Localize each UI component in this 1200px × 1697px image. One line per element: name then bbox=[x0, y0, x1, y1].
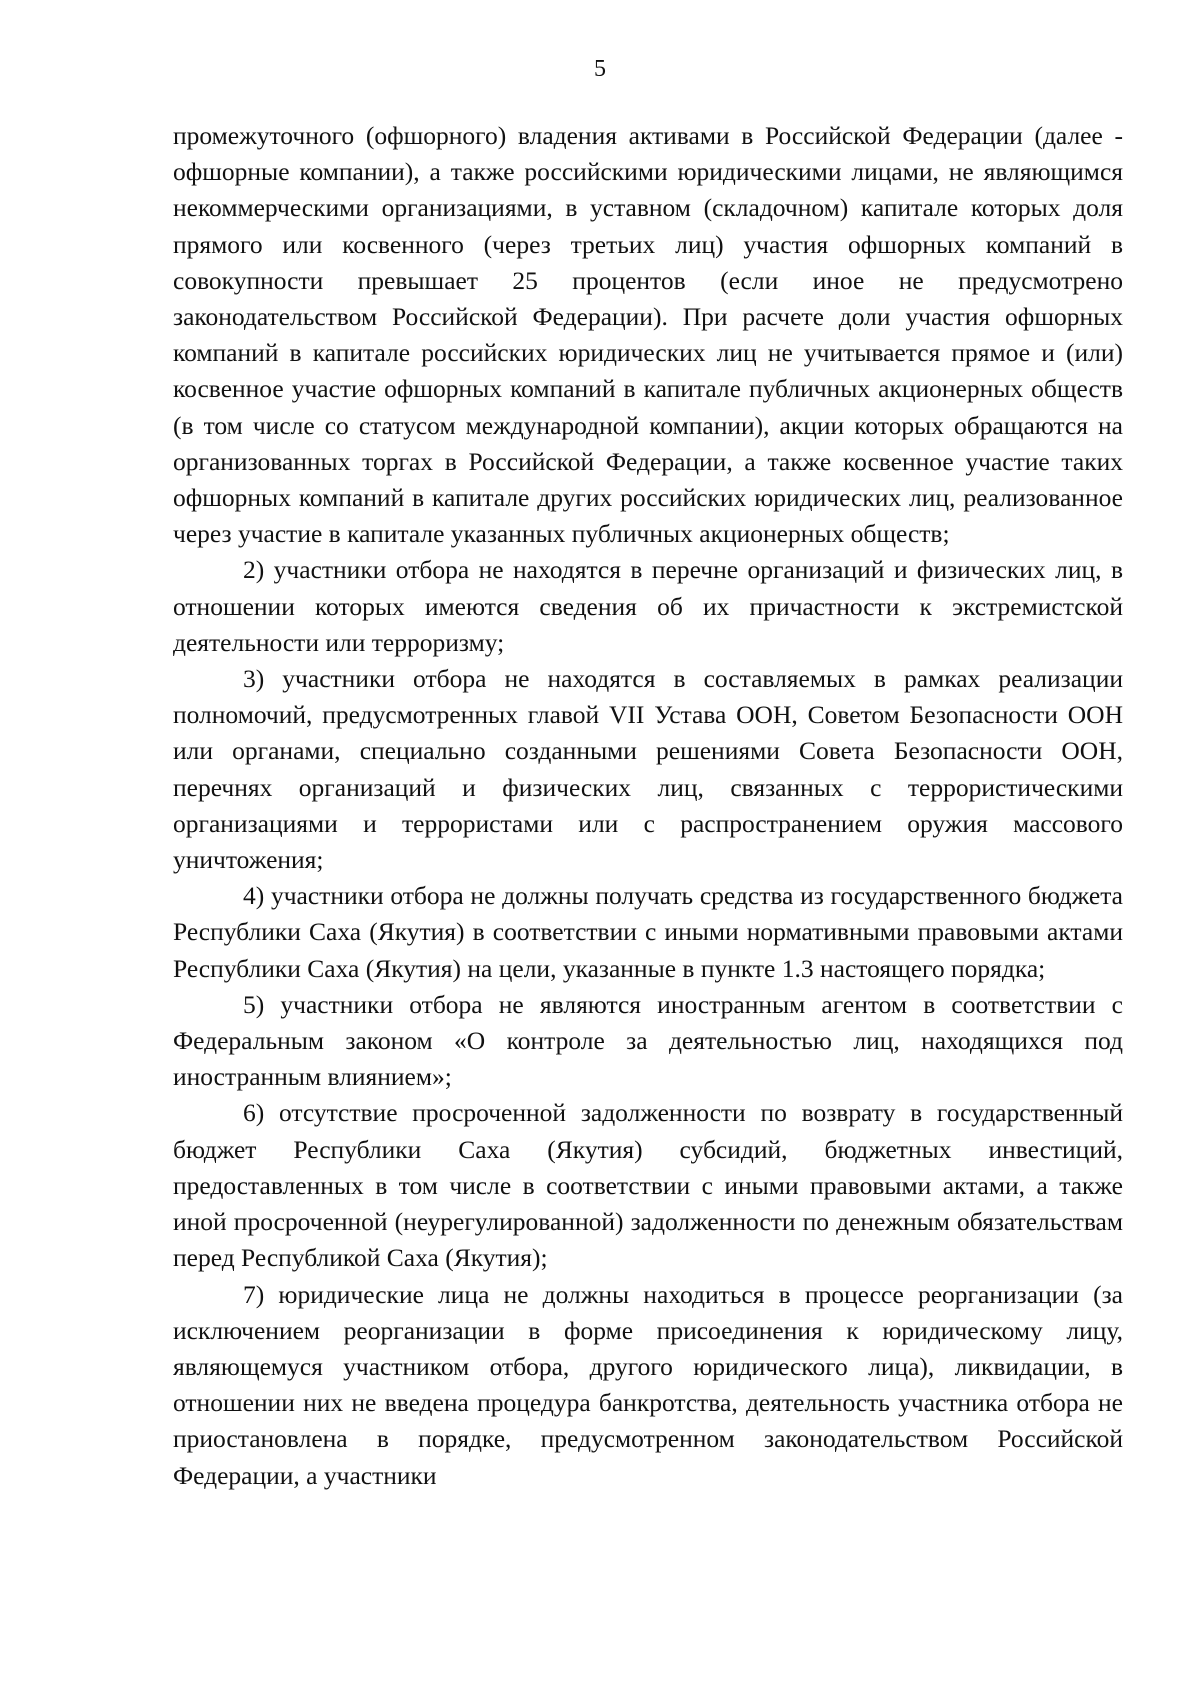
paragraph-item-4: 4) участники отбора не должны получать средства из государственного бюджета Республики Саха (Якутия) в соответствии с иными нормативными правовыми актами Республики Саха (Якутия) на цели, указанные в пункте 1.3 настоящего порядка; bbox=[173, 881, 1123, 983]
paragraph-item-6: 6) отсутствие просроченной задолженности по возврату в государственный бюджет Республики Саха (Якутия) субсидий, бюджетных инвестиций, предоставленных в том числе в соответствии с иными правовыми актами, а также иной просроченной (неурегулированной) задолженности по денежным обязательствам перед Республикой Саха (Якутия); bbox=[173, 1098, 1123, 1273]
paragraph-item-5: 5) участники отбора не являются иностранным агентом в соответствии с Федеральным законом «О контроле за деятельностью лиц, находящихся под иностранным влиянием»; bbox=[173, 989, 1123, 1092]
paragraph-item-3: 3) участники отбора не находятся в составляемых в рамках реализации полномочий, предусмотренных главой VII Устава ООН, Советом Безопасности ООН или органами, специально созданными решениями Совета Безопасности ООН, перечнях организаций и физических лиц, связанных с террористическими организациями и террористами или с распространением оружия массового уничтожения; bbox=[173, 664, 1123, 875]
paragraph-item-7: 7) юридические лица не должны находиться в процессе реорганизации (за исключением реорганизации в форме присоединения к юридическому лицу, являющемуся участником отбора, другого юридического лица), ликвидации, в отношении них не введена процедура банкротства, деятельность участника отбора не приостановлена в порядке, предусмотренном законодательством Российской Федерации, а участники bbox=[173, 1279, 1123, 1490]
page-number: 5 bbox=[594, 56, 606, 82]
paragraph-item-2: 2) участники отбора не находятся в перечне организаций и физических лиц, в отношении которых имеются сведения об их причастности к экстремистской деятельности или терроризму; bbox=[173, 555, 1123, 657]
paragraph-continuation: промежуточного (офшорного) владения активами в Российской Федерации (далее - офшорные компании), а также российскими юридическими лицами, не являющимся некоммерческими организациями, в уставном (складочном) капитале которых доля прямого или косвенного (через третьих лиц) участия офшорных компаний в совокупности превышает 25 процентов (если иное не предусмотрено законодательством Российской Федерации). При расчете доли участия офшорных компаний в капитале российских юридических лиц не учитывается прямое и (или) косвенное участие офшорных компаний в капитале публичных акционерных обществ (в том числе со статусом международной компании), акции которых обращаются на организованных торгах в Российской Федерации, а также косвенное участие таких офшорных компаний в капитале других российских юридических лиц, реализованное через участие в капитале указанных публичных акционерных обществ; bbox=[173, 121, 1123, 549]
document-body bbox=[173, 118, 1123, 1494]
